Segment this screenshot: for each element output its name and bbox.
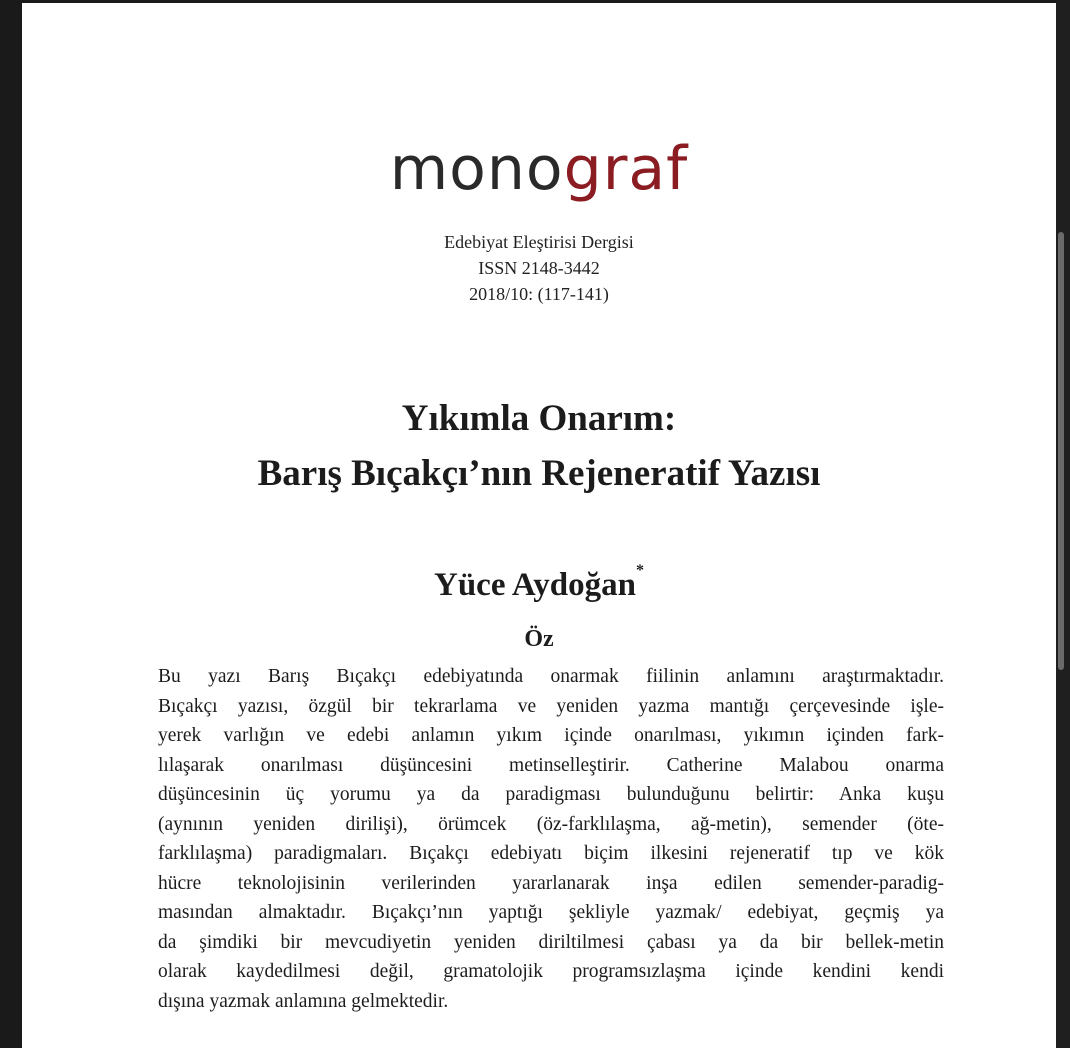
journal-name: Edebiyat Eleştirisi Dergisi [444, 232, 634, 252]
abstract-line: olarak kaydedilmesi değil, gramatolojik programsızlaşma içinde kendini kendi [158, 961, 944, 982]
abstract-line: lılaşarak onarılması düşüncesini metinselleştirir. Catherine Malabou onarma [158, 754, 944, 776]
abstract-line: düşüncesinin üç yorumu ya da paradigması bulunduğunu belirtir: Anka kuşu [158, 784, 944, 805]
abstract-body [158, 662, 944, 1016]
logo-text-graf: graf [563, 134, 689, 204]
abstract-line: hücre teknolojisinin verilerinden yararlanarak inşa edilen semender-paradig- [158, 872, 944, 894]
article-title-line-1: Yıkımla Onarım: [401, 398, 677, 439]
abstract-line: Bu yazı Barış Bıçakçı edebiyatında onarmak fiilinin anlamını araştırmaktadır. [158, 666, 944, 687]
journal-info [22, 229, 1056, 307]
abstract-line: Bıçakçı yazısı, özgül bir tekrarlama ve yeniden yazma mantığı çerçevesinde işle- [158, 695, 944, 717]
journal-issn: ISSN 2148-3442 [478, 258, 600, 278]
journal-logo [22, 129, 1056, 209]
abstract-heading: Öz [524, 626, 554, 652]
logo-text-mono: mono [389, 134, 564, 204]
scrollbar-thumb[interactable] [1058, 232, 1064, 670]
author-name: Yüce Aydoğan [434, 567, 636, 603]
document-page [22, 3, 1056, 1048]
abstract-line: masından almaktadır. Bıçakçı’nın yaptığı şekliyle yazmak/ edebiyat, geçmiş ya [158, 902, 944, 923]
abstract-line: (aynının yeniden dirilişi), örümcek (öz-farklılaşma, ağ-metin), semender (öte- [158, 813, 944, 835]
author-footnote-mark: * [636, 562, 644, 579]
journal-issue: 2018/10: (117-141) [469, 284, 609, 304]
abstract-line: dışına yazmak anlamına gelmektedir. [158, 990, 449, 1012]
abstract-line: farklılaşma) paradigmaları. Bıçakçı edebiyatı biçim ilkesini rejeneratif tıp ve kök [158, 843, 944, 864]
abstract-line: yerek varlığın ve edebi anlamın yıkım içinde onarılması, yıkımın içinden fark- [158, 725, 944, 746]
abstract-line: da şimdiki bir mevcudiyetin yeniden diriltilmesi çabası ya da bir bellek-metin [158, 931, 944, 953]
article-title-line-2: Barış Bıçakçı’nın Rejeneratif Yazısı [257, 453, 821, 494]
article-title [22, 391, 1056, 501]
author-name-block [22, 563, 1056, 607]
